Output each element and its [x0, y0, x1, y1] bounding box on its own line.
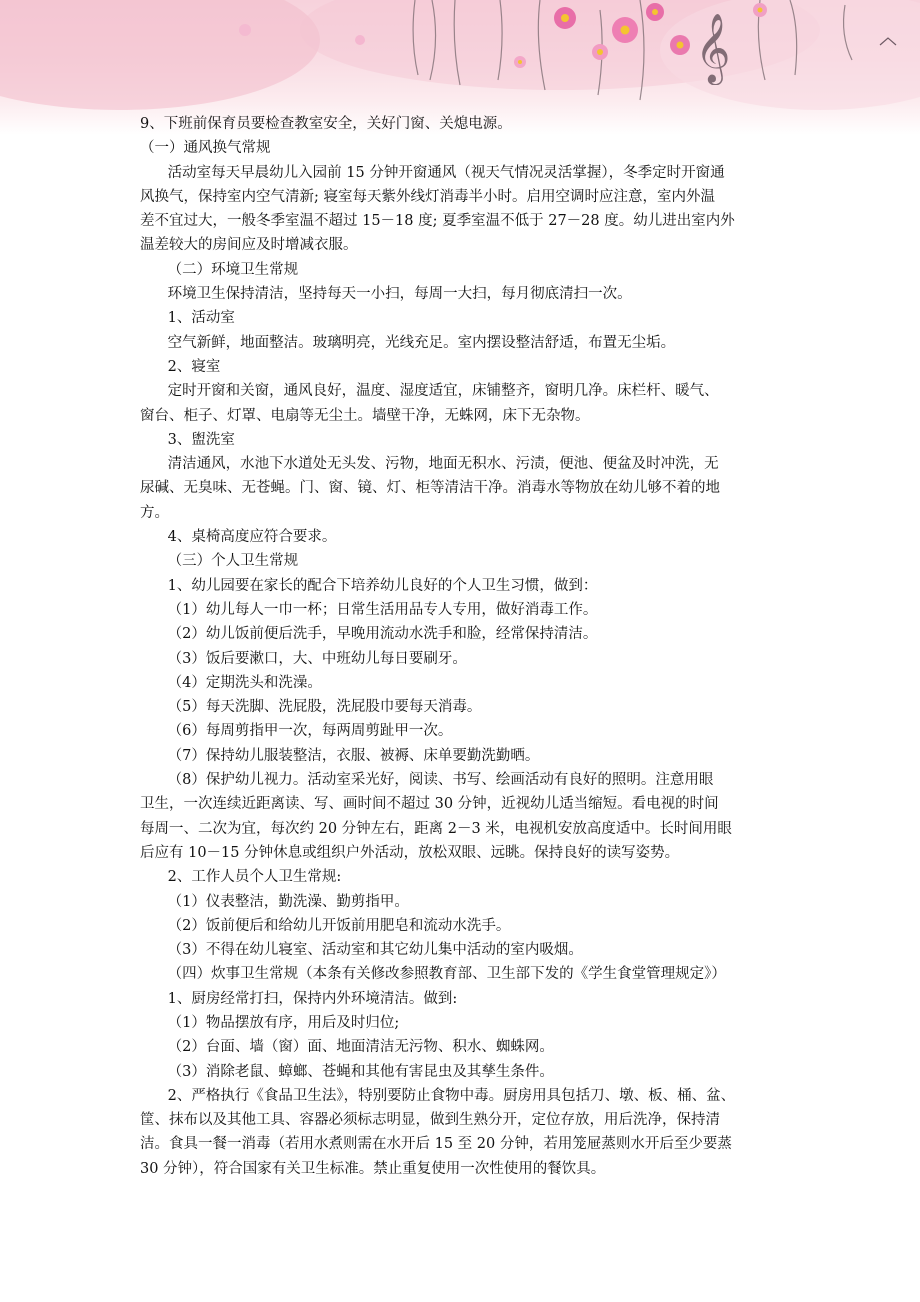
list-item: （2）饭前便后和给幼儿开饭前用肥皂和流动水洗手。: [140, 917, 511, 934]
list-item: （1）仪表整洁，勤洗澡、勤剪指甲。: [140, 893, 409, 910]
music-treble-clef-icon: 𝄞: [695, 13, 731, 83]
text-line: 9、下班前保育员要检查教室安全，关好门窗、关熄电源。: [140, 116, 512, 132]
list-item: （2）台面、墙（窗）面、地面清洁无污物、积水、蜘蛛网。: [140, 1039, 554, 1056]
text-line: 2、严格执行《食品卫生法》，特别要防止食物中毒。厨房用具包括刀、墩、板、桶、盆、: [140, 1087, 736, 1104]
text-line: 1、幼儿园要在家长的配合下培养幼儿良好的个人卫生习惯，做到：: [140, 577, 598, 594]
subheading: 4、桌椅高度应符合要求。: [140, 529, 337, 546]
list-item: （7）保持幼儿服装整洁，衣服、被褥、床单要勤洗勤晒。: [140, 747, 540, 764]
list-item: （8）保护幼儿视力。活动室采光好，阅读、书写、绘画活动有良好的照明。注意用眼: [140, 772, 714, 789]
text-line: 筐、抹布以及其他工具、容器必须标志明显，做到生熟分开，定位存放，用后洗净，保持清: [140, 1112, 720, 1129]
list-item: （4）定期洗头和洗澡。: [140, 674, 322, 691]
text-line: 清洁通风，水池下水道处无头发、污物，地面无积水、污渍，便池、便盆及时冲洗，无: [140, 456, 719, 473]
text-line: 尿碱、无臭味、无苍蝇。门、窗、镜、灯、柜等清洁干净。消毒水等物放在幼儿够不着的地: [140, 480, 720, 497]
text-line: 温差较大的房间应及时增减衣服。: [140, 237, 358, 254]
section-heading: （二）环境卫生常规: [140, 261, 299, 278]
list-item: （3）饭后要漱口，大、中班幼儿每日要刷牙。: [140, 650, 467, 667]
text-line: 定时开窗和关窗，通风良好，温度、湿度适宜，床铺整齐，窗明几净。床栏杆、暖气、: [140, 383, 719, 400]
text-line: 每周一、二次为宜，每次约 20 分钟左右，距离 2－3 米，电视机安放高度适中。长时间用眼: [140, 820, 732, 837]
document-body: [140, 112, 800, 1181]
text-line: 30 分钟），符合国家有关卫生标准。禁止重复使用一次性使用的餐饮具。: [140, 1160, 606, 1177]
list-item: （5）每天洗脚、洗屁股，洗屁股巾要每天消毒。: [140, 699, 482, 716]
subheading: 2、寝室: [140, 358, 221, 375]
text-line: 后应有 10－15 分钟休息或组织户外活动，放松双眼、远眺。保持良好的读写姿势。: [140, 844, 680, 861]
subheading: 3、盥洗室: [140, 431, 235, 448]
text-line: 活动室每天早晨幼儿入园前 15 分钟开窗通风（视天气情况灵活掌握），冬季定时开窗通: [140, 164, 725, 181]
subheading: 2、工作人员个人卫生常规:: [140, 869, 342, 886]
list-item: （3）不得在幼儿寝室、活动室和其它幼儿集中活动的室内吸烟。: [140, 942, 583, 959]
list-item: （6）每周剪指甲一次，每两周剪趾甲一次。: [140, 723, 453, 740]
text-line: 环境卫生保持清洁，坚持每天一小扫，每周一大扫，每月彻底清扫一次。: [140, 286, 632, 303]
text-line: 差不宜过大，一般冬季室温不超过 15－18 度; 夏季室温不低于 27－28 度。幼儿进出室内外: [140, 213, 735, 230]
list-item: （1）物品摆放有序，用后及时归位;: [140, 1014, 400, 1031]
section-heading: （三）个人卫生常规: [140, 553, 299, 570]
text-line: 风换气，保持室内空气清新; 寝室每天紫外线灯消毒半小时。启用空调时应注意，室内外温: [140, 188, 715, 205]
text-line: 方。: [140, 504, 169, 521]
text-line: 卫生，一次连续近距离读、写、画时间不超过 30 分钟，近视幼儿适当缩短。看电视的时间: [140, 796, 719, 813]
section-heading: （一）通风换气常规: [140, 140, 271, 157]
list-item: （2）幼儿饭前便后洗手，早晚用流动水洗手和脸，经常保持清洁。: [140, 626, 598, 643]
text-line: 洁。食具一餐一消毒（若用水煮则需在水开后 15 至 20 分钟，若用笼屉蒸则水开后至少要蒸: [140, 1136, 732, 1153]
section-heading: （四）炊事卫生常规（本条有关修改参照教育部、卫生部下发的《学生食堂管理规定》）: [140, 966, 726, 983]
list-item: （1）幼儿每人一巾一杯；日常生活用品专人专用，做好消毒工作。: [140, 601, 598, 618]
list-item: （3）消除老鼠、蟑螂、苍蝇和其他有害昆虫及其孳生条件。: [140, 1063, 554, 1080]
subheading: 1、厨房经常打扫，保持内外环境清洁。做到:: [140, 990, 458, 1007]
subheading: 1、活动室: [140, 310, 235, 327]
text-line: 空气新鲜，地面整洁。玻璃明亮，光线充足。室内摆设整洁舒适，布置无尘垢。: [140, 334, 676, 351]
text-line: 窗台、柜子、灯罩、电扇等无尘土。墙壁干净，无蛛网，床下无杂物。: [140, 407, 590, 424]
